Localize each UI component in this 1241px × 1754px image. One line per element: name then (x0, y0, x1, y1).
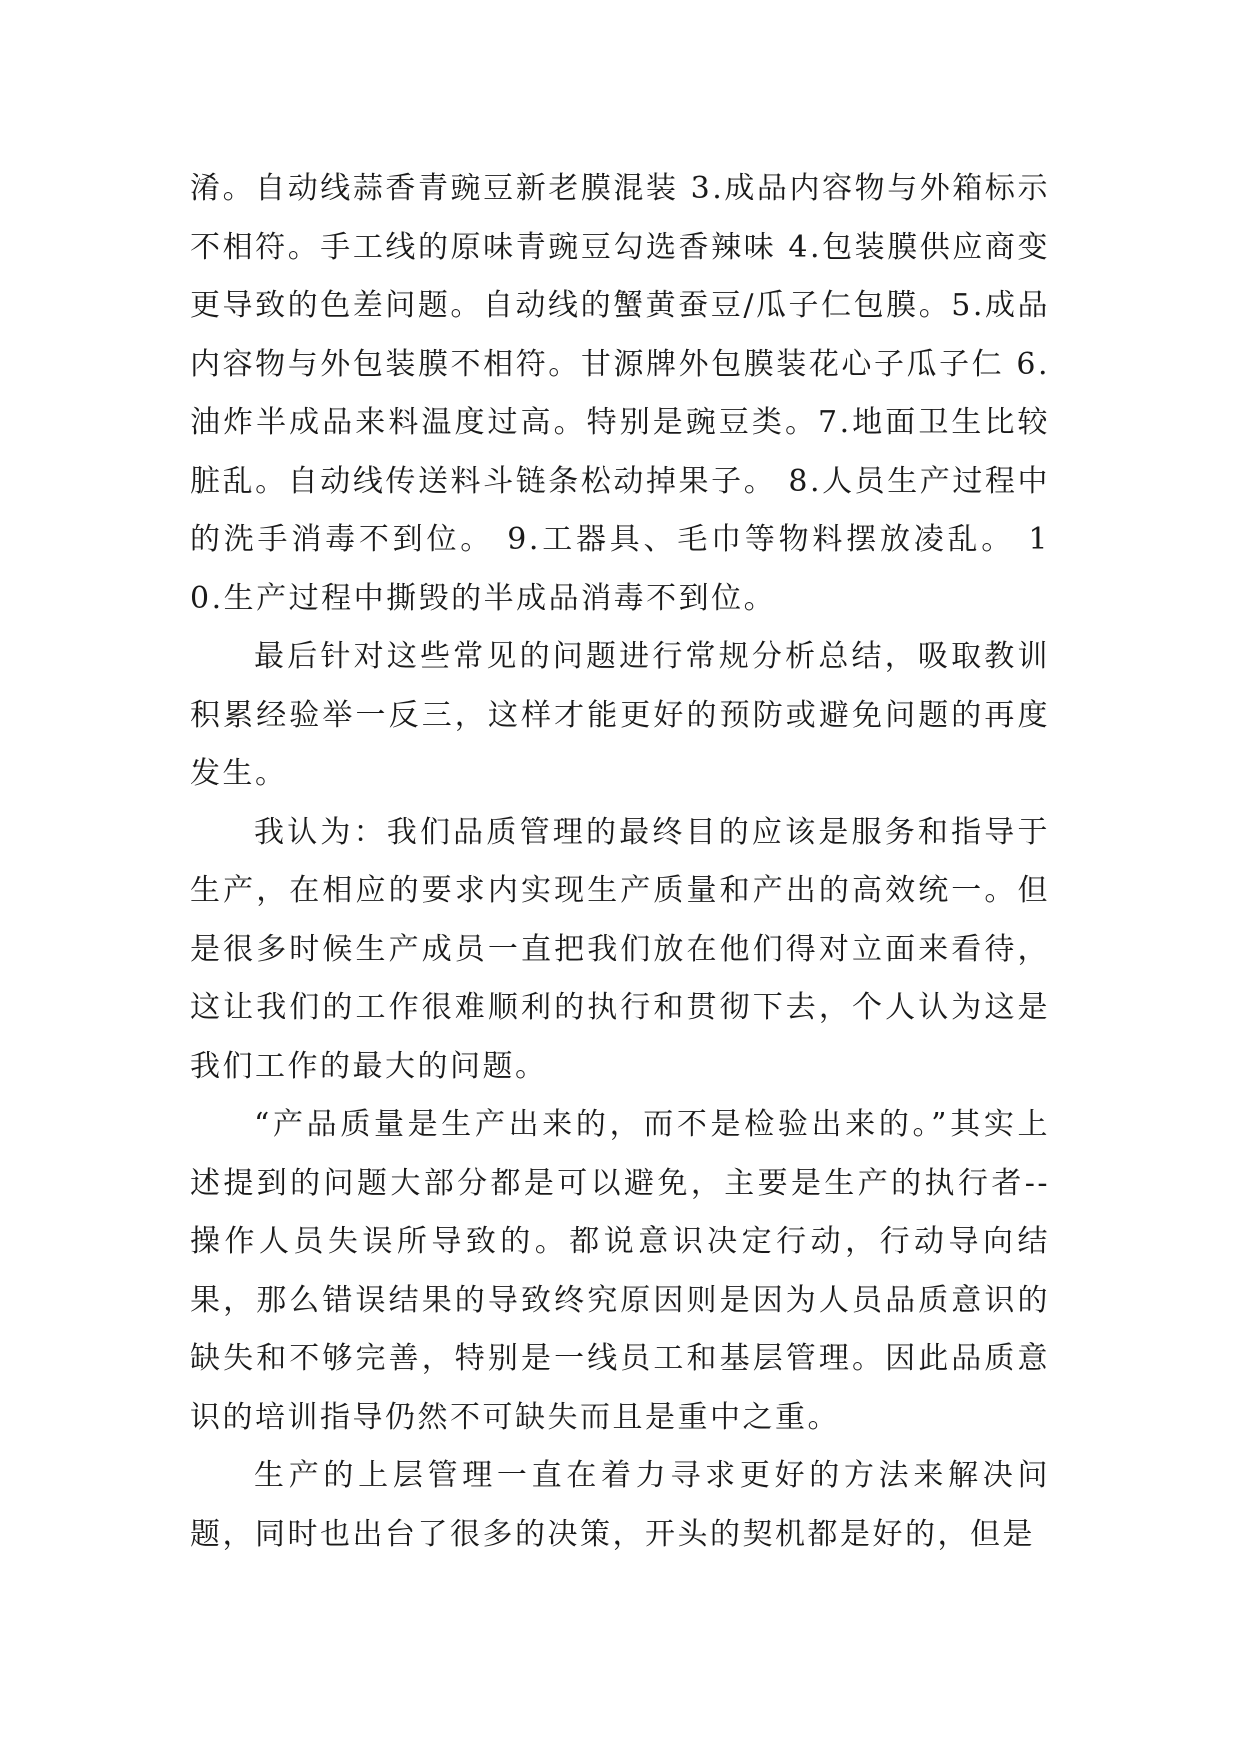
paragraph-summary: 最后针对这些常见的问题进行常规分析总结，吸取教训积累经验举一反三，这样才能更好的预防或避免问题的再度发生。 (190, 639, 1050, 791)
paragraph-quality-quote: “产品质量是生产出来的，而不是检验出来的。”其实上述提到的问题大部分都是可以避免，主要是生产的执行者--操作人员失误所导致的。都说意识决定行动，行动导向结果，那么错误结果的导致终究原因则是因为人员品质意识的缺失和不够完善，特别是一线员工和基层管理。因此品质意识的培训指导仍然不可缺失而且是重中之重。 (190, 1107, 1050, 1435)
paragraph-issue-list: 淆。自动线蒜香青豌豆新老膜混装 3.成品内容物与外箱标示不相符。手工线的原味青豌豆勾选香辣味 4.包装膜供应商变更导致的色差问题。自动线的蟹黄蚕豆/瓜子仁包膜。5.成品内容物与外包装膜不相符。甘源牌外包膜装花心子瓜子仁 6.油炸半成品来料温度过高。特别是豌豆类。7.地面卫生比较脏乱。自动线传送料斗链条松动掉果子。 8.人员生产过程中的洗手消毒不到位。 9.工器具、毛巾等物料摆放凌乱。 10.生产过程中撕毁的半成品消毒不到位。 (190, 171, 1050, 616)
paragraph-opinion: 我认为：我们品质管理的最终目的应该是服务和指导于生产，在相应的要求内实现生产质量和产出的高效统一。但是很多时候生产成员一直把我们放在他们得对立面来看待，这让我们的工作很难顺利的执行和贯彻下去，个人认为这是我们工作的最大的问题。 (190, 814, 1050, 1084)
document-body (190, 160, 1050, 1564)
paragraph-management: 生产的上层管理一直在着力寻求更好的方法来解决问题，同时也出台了很多的决策，开头的契机都是好的，但是 (190, 1458, 1050, 1552)
